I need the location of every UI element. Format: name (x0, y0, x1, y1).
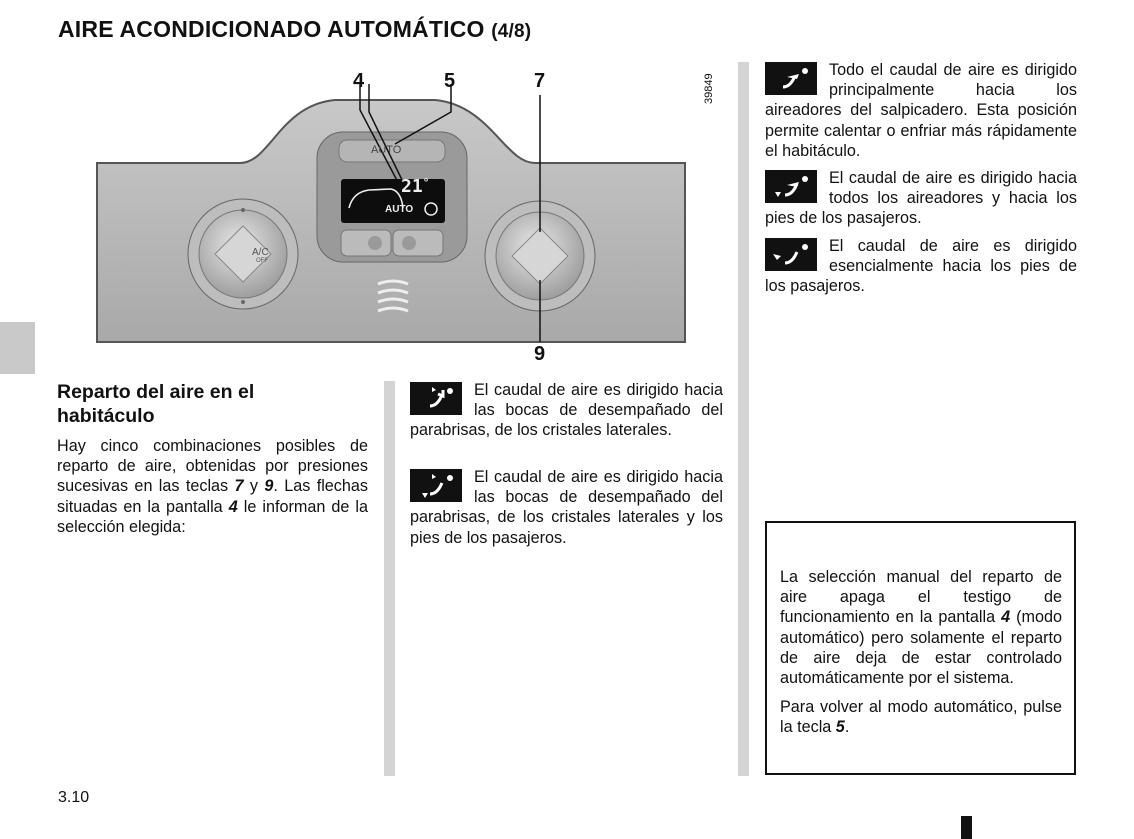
column-divider-middle (384, 381, 395, 776)
intro-text-a: Hay cinco combinaciones posibles de reparto de aire, obtenidas por presiones sucesivas en las teclas (57, 437, 368, 496)
note-key-4: 4 (1001, 608, 1011, 627)
corner-mark (961, 816, 972, 839)
note-paragraph-1 (780, 567, 1062, 688)
off-label: OFF (256, 258, 268, 264)
mode-dashboard-text: Todo el caudal de aire es dirigido principalmente hacia los aireadores del salpicadero. Esta posición permite calentar o enfriar más rápidamente el habitáculo. (765, 61, 1077, 160)
mode-all-text: El caudal de aire es dirigido hacia todos los aireadores y hacia los pies de los pasajeros. (765, 169, 1077, 228)
key-ref-9: 9 (264, 477, 274, 496)
mode-windshield-text: El caudal de aire es dirigido hacia las bocas de desempañado del parabrisas, de los cristales laterales. (410, 381, 723, 440)
intro-text-y: y (243, 477, 265, 496)
vent-dashboard-icon (765, 62, 817, 95)
key-ref-4: 4 (228, 497, 238, 516)
figure-reference: 39849 (703, 73, 715, 104)
mode-feet (765, 236, 1077, 297)
mode-dashboard (765, 60, 1077, 161)
mode-all (765, 168, 1077, 229)
display-temp-value: 21 (401, 176, 423, 197)
key-ref-7: 7 (234, 477, 244, 496)
note-text-b: (modo automático) pero solamente el reparto de aire deja de estar controlado automáticamente por el sistema. (780, 608, 1062, 688)
section-heading-line1: Reparto del aire en el (57, 381, 255, 403)
callout-4: 4 (353, 70, 365, 92)
callout-9: 9 (534, 343, 546, 365)
page-title (58, 16, 531, 43)
display-temperature (401, 176, 429, 197)
mode-feet-text: El caudal de aire es dirigido esencialmente hacia los pies de los pasajeros. (765, 237, 1077, 296)
display-mode-label: AUTO (385, 204, 414, 215)
vent-feet-icon (765, 238, 817, 271)
column-divider-right (738, 62, 749, 776)
climate-panel-illustration (95, 70, 695, 360)
note-text-a: La selección manual del reparto de aire apaga el testigo de funcionamiento en la pantalla (780, 568, 1062, 627)
mode-windshield-feet (410, 467, 723, 548)
intro-paragraph (57, 436, 368, 537)
ac-label: A/C (252, 247, 269, 258)
left-column (57, 380, 368, 537)
note-box (765, 521, 1076, 775)
intro-text-b: . Las flechas situadas en la pantalla (57, 477, 368, 516)
callout-7: 7 (534, 70, 546, 92)
display-temp-unit: ° (422, 176, 430, 189)
note-paragraph-2 (780, 697, 1062, 737)
vent-windshield-icon (410, 382, 462, 415)
section-tab (0, 322, 35, 374)
note-key-5: 5 (835, 718, 845, 737)
page-indicator: (4/8) (491, 21, 532, 42)
callout-5: 5 (444, 70, 456, 92)
mode-windshield (410, 380, 723, 441)
climate-panel-figure (95, 70, 695, 365)
mode-windshield-feet-text: El caudal de aire es dirigido hacia las bocas de desempañado del parabrisas, de los cristales laterales y los pies de los pasajeros. (410, 468, 723, 547)
intro-text-c: le informan de la selección elegida: (57, 497, 368, 536)
vent-all-feet-icon (765, 170, 817, 203)
vent-windshield-feet-icon (410, 469, 462, 502)
page-number: 3.10 (58, 789, 90, 806)
note-text-c: Para volver al modo automático, pulse la tecla (780, 698, 1062, 737)
section-heading (57, 380, 368, 428)
auto-button-label: AUTO (371, 144, 402, 156)
section-heading-line2: habitáculo (57, 405, 155, 427)
page-title-text: AIRE ACONDICIONADO AUTOMÁTICO (58, 16, 485, 42)
note-text-d: . (844, 718, 850, 737)
